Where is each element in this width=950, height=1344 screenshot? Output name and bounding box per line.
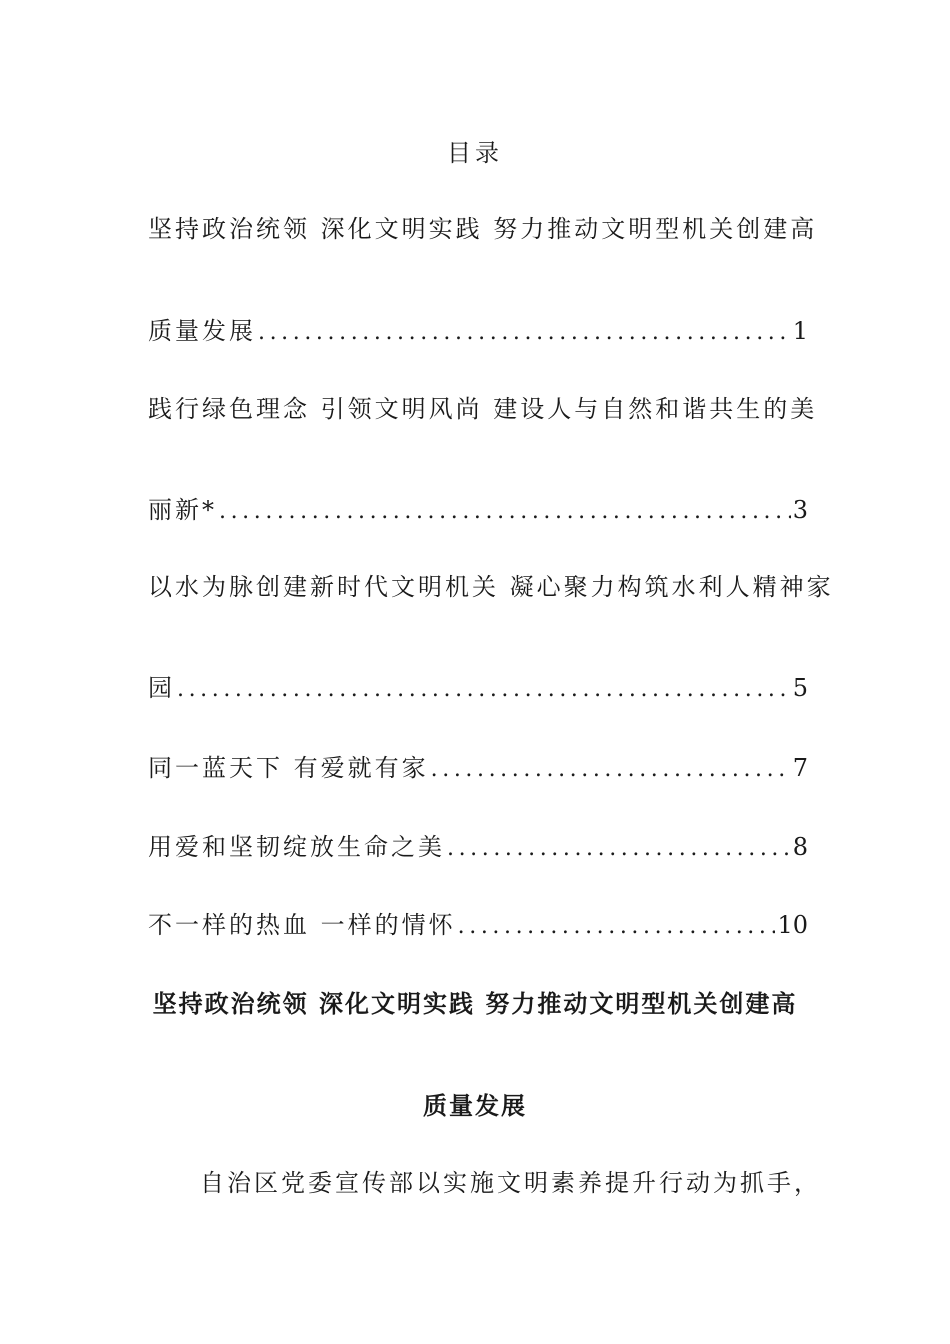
toc-entry-1-line1[interactable]: 坚持政治统领 深化文明实践 努力推动文明型机关创建高 [148,215,818,243]
toc-entry-6[interactable] [148,907,808,945]
toc-entry-1-text: 质量发展 [148,317,256,345]
toc-entry-2-page: 3 [792,496,808,524]
toc-entry-6-page: 10 [777,911,808,939]
toc-entry-3-line1[interactable]: 以水为脉创建新时代文明机关 凝心聚力构筑水利人精神家 [148,573,834,601]
toc-entry-1-page: 1 [792,317,808,345]
toc-entry-4[interactable] [148,750,808,788]
toc-entry-5-text: 用爱和坚韧绽放生命之美 [148,833,445,861]
article-title-line1: 坚持政治统领 深化文明实践 努力推动文明型机关创建高 [152,990,798,1018]
toc-entry-1[interactable] [148,313,808,351]
toc-leader-dots [458,909,776,945]
toc-leader-dots [431,752,791,788]
toc-entry-3-page: 5 [792,674,808,702]
toc-entry-5-page: 8 [792,833,808,861]
toc-title: 目录 [447,139,503,167]
toc-entry-2-text: 丽新* [148,496,217,524]
article-paragraph: 自治区党委宣传部以实施文明素养提升行动为抓手， [200,1169,821,1197]
toc-leader-dots [177,672,791,708]
toc-entry-2-line1[interactable]: 践行绿色理念 引领文明风尚 建设人与自然和谐共生的美 [148,395,818,423]
toc-leader-dots [258,315,791,351]
toc-entry-4-text: 同一蓝天下 有爱就有家 [148,754,429,782]
toc-leader-dots [219,494,791,530]
toc-entry-2[interactable] [148,492,808,530]
toc-entry-3[interactable] [148,670,808,708]
toc-entry-4-page: 7 [792,754,808,782]
toc-entry-6-text: 不一样的热血 一样的情怀 [148,911,456,939]
toc-entry-3-text: 园 [148,674,175,702]
toc-entry-5[interactable] [148,829,808,867]
article-title-line2: 质量发展 [423,1092,527,1120]
toc-leader-dots [447,831,791,867]
